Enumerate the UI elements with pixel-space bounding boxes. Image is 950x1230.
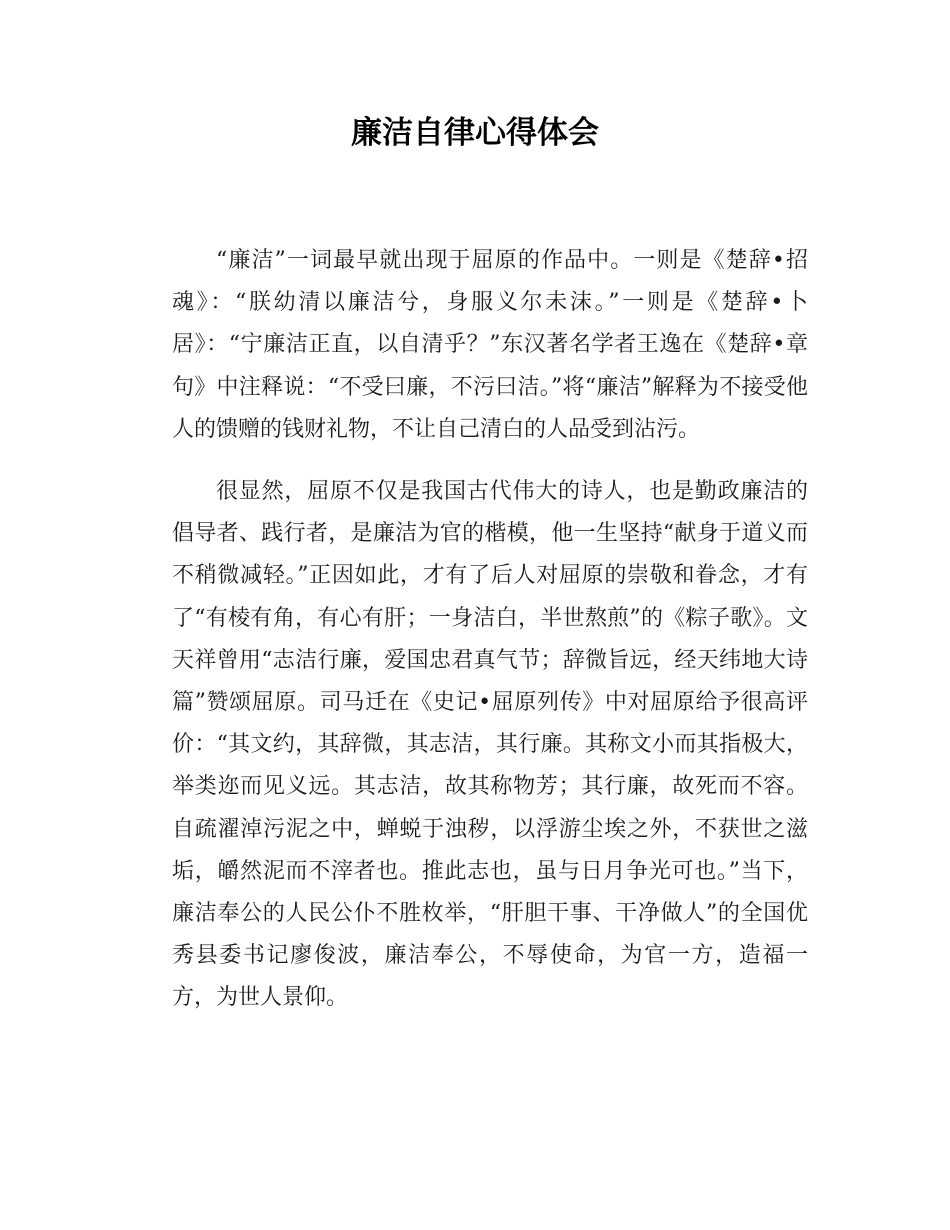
document-title: 廉洁自律心得体会 [351, 115, 599, 151]
document-body [172, 240, 808, 1040]
paragraph-2: 很显然，屈原不仅是我国古代伟大的诗人，也是勤政廉洁的倡导者、践行者，是廉洁为官的楷模，他一生坚持“献身于道义而不稍微减轻。”正因如此，才有了后人对屈原的崇敬和眷念，才有了“有棱有角，有心有肝；一身洁白，半世熬煎”的《粽子歌》。文天祥曾用“志洁行廉，爱国忠君真气节；辞微旨远，经天纬地大诗篇”赞颂屈原。司马迁在《史记•屈原列传》中对屈原给予很高评价：“其文约，其辞微，其志洁，其行廉。其称文小而其指极大，举类迩而见义远。其志洁，故其称物芳；其行廉，故死而不容。自疏濯淖污泥之中，蝉蜕于浊秽，以浮游尘埃之外，不获世之滋垢，皭然泥而不滓者也。推此志也，虽与日月争光可也。”当下，廉洁奉公的人民公仆不胜枚举，“肝胆干事、干净做人”的全国优秀县委书记廖俊波，廉洁奉公，不辱使命，为官一方，造福一方，为世人景仰。 [172, 479, 808, 1011]
paragraph-1: “廉洁”一词最早就出现于屈原的作品中。一则是《楚辞•招魂》：“朕幼清以廉洁兮，身服义尔未沫。”一则是《楚辞•卜居》：“宁廉洁正直，以自清乎？”东汉著名学者王逸在《楚辞•章句》中注释说：“不受曰廉，不污曰洁。”将“廉洁”解释为不接受他人的馈赠的钱财礼物，不让自己清白的人品受到沾污。 [172, 248, 808, 442]
